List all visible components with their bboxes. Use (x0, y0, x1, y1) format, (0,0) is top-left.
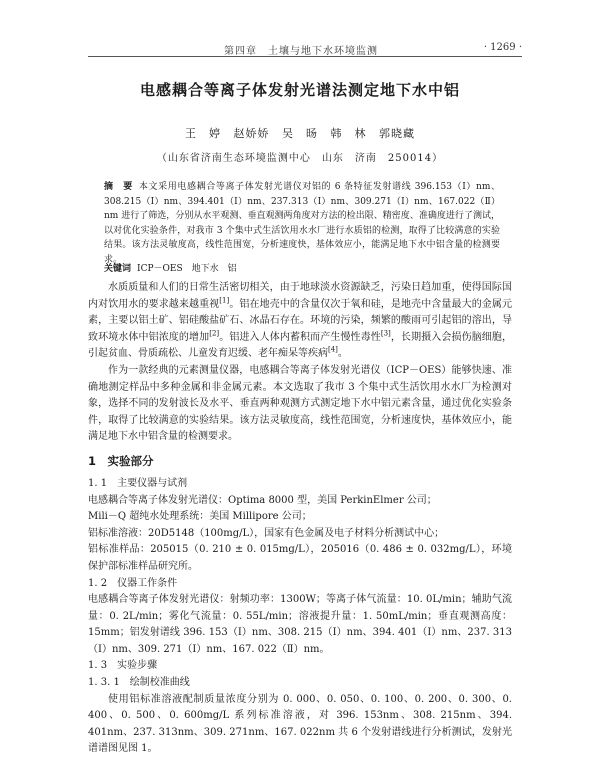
chapter-title: 第四章 土壤与地下水环境监测 (224, 46, 378, 57)
article-body (88, 280, 512, 758)
citation: [1] (219, 296, 230, 305)
subsection-heading: 1. 2 仪器工作条件 (88, 577, 178, 589)
author: 韩 林 (330, 127, 367, 140)
abstract-text: 本文采用电感耦合等离子体发射光谱仪对铝的 6 条特征发射谱线 396.153（Ⅰ）nm、308.215（Ⅰ）nm、394.401（Ⅰ）nm、237.313（Ⅰ）nm、309.271（Ⅰ）nm、167.022（Ⅱ）nm 进行了筛选，分别从水平观测、垂直观测两角度对方法的检出限、精密度、准确度进行了测试，以对优化实验条件，对我市 3 个集中式生活饮用水水厂进行水质铝的检测，取得了比较满意的实验结果。该方法灵敏度高，线性范围宽，分析速度快，基体效应小，能满足地下水中铝含量的检测要求。 (104, 182, 500, 265)
instrument-line: 铝标准溶液：20D5148（100mg/L），国家有色金属及电子材料分析测试中心； (88, 527, 445, 539)
abstract-label: 摘 要 (104, 182, 133, 192)
running-header (88, 40, 522, 57)
section-heading: 1 实验部分 (88, 453, 154, 468)
citation: [3] (380, 329, 391, 338)
subsubsection-heading: 1. 3. 1 绘制校准曲线 (88, 677, 190, 689)
abstract (104, 180, 500, 268)
subsection-heading: 1. 3 实验步骤 (88, 660, 158, 672)
author: 王 婷 (185, 127, 221, 140)
conditions-paragraph: 电感耦合等离子体发射光谱仪：射频功率：1300W；等离子体气流量：10. 0L/min；辅助气流量：0. 2L/min；雾化气流量：0. 55L/min；溶液提升量：1. 50mL/min；垂直观测高度：15mm；铝发射谱线 396. 153（Ⅰ）nm、308. 215（Ⅰ）nm、394. 401（Ⅰ）nm、237. 313（Ⅰ）nm、309. 271（Ⅰ）nm、167. 022（Ⅱ）nm。 (88, 594, 512, 655)
author-list (0, 125, 600, 141)
author: 吴 旸 (282, 127, 318, 140)
subsection-heading: 1. 1 主要仪器与试剂 (88, 477, 188, 489)
keywords (104, 261, 500, 274)
page-number: · 1269 · (483, 42, 522, 53)
affiliation: （山东省济南生态环境监测中心 山东 济南 250014） (156, 153, 444, 164)
article-title: 电感耦合等离子体发射光谱法测定地下水中铝 (139, 81, 460, 99)
keywords-text: ICP－OES 地下水 铝 (137, 264, 237, 274)
keywords-label: 关键词 (104, 264, 132, 274)
instrument-line: 铝标准样品：205015（0. 210 ± 0. 015mg/L），205016（0. 486 ± 0. 032mg/L），环境保护部标准样品研究所。 (88, 544, 512, 572)
calibration-paragraph: 使用铝标准溶液配制质量浓度分别为 0. 000、0. 050、0. 100、0. 200、0. 300、0. 400、0. 500、0. 600mg/L 系列标准溶液，对 396. 153nm、308. 215nm、394. 401nm、237. 313nm、309. 271nm、167. 022nm 共 6 个发射谱线进行分析测试，发射光谱谱图见图 1。 (88, 693, 512, 755)
author: 郭晓藏 (379, 127, 415, 140)
intro-paragraph-2: 作为一款经典的元素测量仪器，电感耦合等离子体发射光谱仪（ICP－OES）能够快速、准确地测定样品中多种金属和非金属元素。本文选取了我市 3 个集中式生活饮用水水厂为检测对象，选择不同的发射波长及水平、垂直两种观测方式测定地下水中铝元素含量，通过优化实验条件，取得了比较满意的实验结果。该方法灵敏度高，线性范围宽，分析速度快，基体效应小，能满足地下水中铝含量的检测要求。 (88, 364, 512, 443)
author: 赵娇娇 (233, 127, 270, 140)
instrument-line: Mili－Q 超纯水处理系统：美国 Millipore 公司； (88, 511, 312, 523)
instrument-line: 电感耦合等离子体发射光谱仪：Optima 8000 型，美国 PerkinElmer 公司； (88, 494, 437, 506)
citation: [4] (328, 346, 338, 355)
citation: [2] (209, 329, 220, 338)
intro-paragraph-1: 水质质量和人们的日常生活密切相关，由于地球淡水资源缺乏，污染日趋加重，使得国际国内对饮用水的要求越来越重视[1]。铝在地壳中的含量仅次于氧和硅，是地壳中含量最大的金属元素，主要以铝土矿、铝硅酸盐矿石、冰晶石存在。环境的污染，频繁的酸雨可引起铝的溶出，导致环境水体中铝浓度的增加[2]。铝进入人体内蓄积而产生慢性毒性[3]，长期摄入会损伤脑细胞，引起贫血、骨质疏松、儿童发育迟缓、老年痴呆等疾病[4]。 (88, 282, 513, 360)
